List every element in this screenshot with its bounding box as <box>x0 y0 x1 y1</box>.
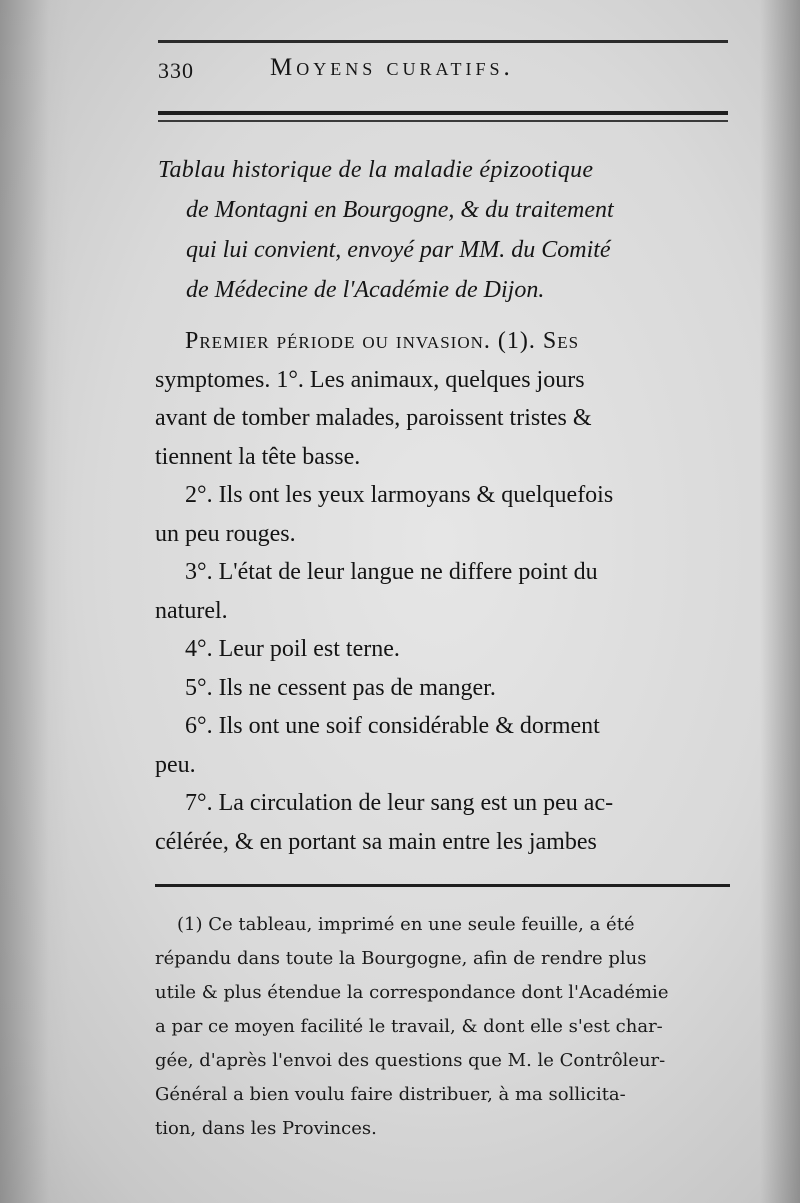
body-line: 2°. Ils ont les yeux larmoyans & quelquefois <box>185 482 614 508</box>
body-text <box>155 322 735 861</box>
body-line: avant de tomber malades, paroissent tristes & <box>155 405 592 431</box>
page-number: 330 <box>158 58 194 83</box>
body-line: 3°. L'état de leur langue ne differe point du <box>185 559 598 585</box>
body-line: symptomes. 1°. Les animaux, quelques jours <box>155 366 585 393</box>
section-title <box>158 150 736 310</box>
body-line: tiennent la tête basse. <box>155 443 361 470</box>
title-line: de Montagni en Bourgogne, & du traitement <box>186 197 614 223</box>
running-head: Moyens curatifs. <box>270 54 514 81</box>
body-line: 4°. Leur poil est terne. <box>185 636 400 662</box>
footnote-line: gée, d'après l'envoi des questions que M. le Contrôleur- <box>155 1050 666 1071</box>
footnote <box>155 908 735 1146</box>
body-line: naturel. <box>155 597 228 624</box>
footnote-line: tion, dans les Provinces. <box>155 1118 377 1139</box>
body-line: 5°. Ils ne cessent pas de manger. <box>185 674 496 701</box>
body-line: un peu rouges. <box>155 520 296 547</box>
body-line: peu. <box>155 751 196 778</box>
footnote-line: a par ce moyen facilité le travail, & dont elle s'est char- <box>155 1016 663 1037</box>
page-edge-shadow-left <box>0 0 70 1203</box>
title-line: Tablau historique de la maladie épizootique <box>158 157 594 183</box>
body-line: 7°. La circulation de leur sang est un peu ac- <box>185 790 614 816</box>
body-line: Premier période ou invasion. (1). Ses <box>185 328 580 354</box>
footnote-rule <box>155 884 730 887</box>
header-rule <box>158 40 728 43</box>
page-edge-shadow-right <box>760 0 800 1203</box>
body-line: 6°. Ils ont une soif considérable & dorment <box>185 713 600 739</box>
title-line: de Médecine de l'Académie de Dijon. <box>186 277 545 303</box>
footnote-line: utile & plus étendue la correspondance dont l'Académie <box>155 982 669 1003</box>
title-line: qui lui convient, envoyé par MM. du Comité <box>186 237 611 263</box>
footnote-line: Général a bien voulu faire distribuer, à ma sollicita- <box>155 1084 626 1105</box>
header-double-rule-thick <box>158 111 728 115</box>
body-line: célérée, & en portant sa main entre les jambes <box>155 828 597 855</box>
header-double-rule-thin <box>158 120 728 122</box>
footnote-line: (1) Ce tableau, imprimé en une seule feuille, a été <box>177 914 635 935</box>
footnote-line: répandu dans toute la Bourgogne, afin de rendre plus <box>155 948 647 969</box>
